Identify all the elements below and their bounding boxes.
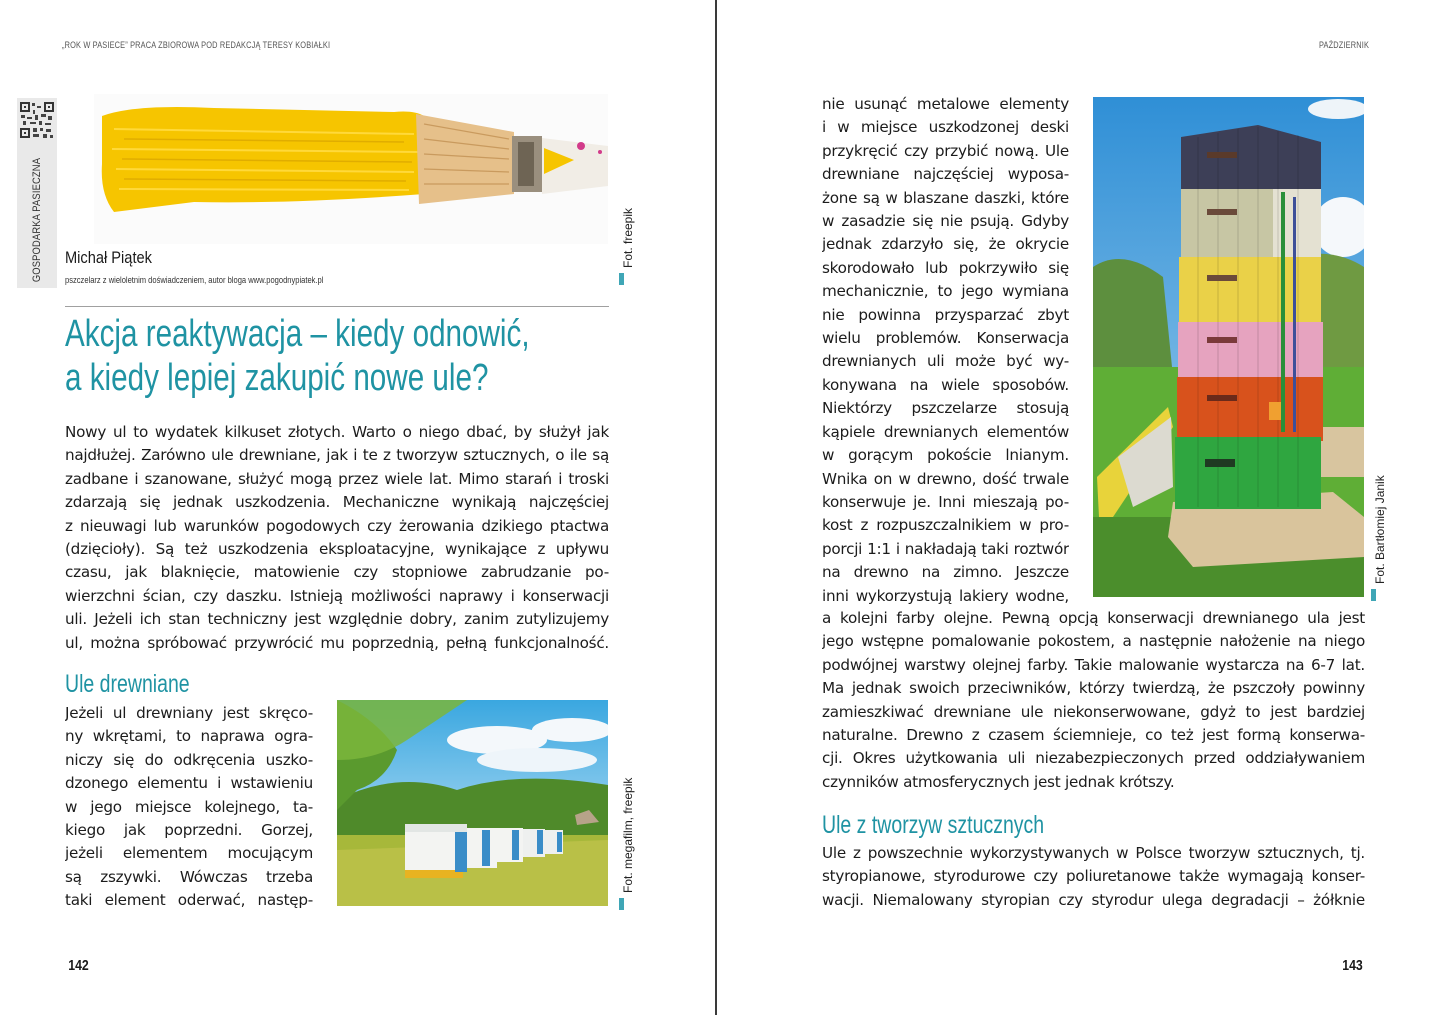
text-line: zadbane i szanowane, służyć mogą przez wiele lat. Mimo starań i troski: [65, 469, 609, 488]
text-line: jego wstępne pomalowanie pokostem, a następnie nałożenie na niego: [822, 632, 1365, 651]
author-bio: pszczelarz z wieloletnim doświadczeniem, autor bloga www.pogodnypiatek.pl: [65, 275, 324, 285]
text-line: nie usunąć metalowe elementy: [822, 95, 1069, 113]
running-head-left: „ROK W PASIECE” PRACA ZBIOROWA POD REDAKCJĄ TERESY KOBIAŁKI: [62, 40, 331, 50]
credit-marker: [1371, 589, 1376, 601]
text-line: jeżeli elementem mocującym: [65, 844, 313, 863]
text-line: podwójnej warstwy olejnej farby. Takie malowanie wystarcza na 6-7 lat.: [822, 655, 1365, 674]
text-line: w zasadzie się nie psują. Gdyby: [822, 212, 1069, 231]
text-line: jednak zdarzyło się, że okrycie: [822, 235, 1069, 254]
title-divider: [65, 306, 609, 307]
text-line: kąpiele drewnianych elementów: [822, 422, 1069, 441]
text-line: Niektórzy pszczelarze stosują: [822, 399, 1069, 418]
text-line: Nowy ul to wydatek kilkuset złotych. Warto o niego dbać, by służył jak: [65, 423, 609, 441]
wrap-column-paragraph: [822, 93, 1069, 608]
text-line: Ma jednak swoich przeciwników, którzy twierdzą, że pszczoły powinny: [822, 679, 1365, 698]
credit-marker: [619, 273, 624, 285]
text-line: przykręcić czy przybić nową. Ule: [822, 141, 1069, 160]
hero-photo-credit: Fot. freepik: [621, 207, 635, 268]
section-tab-label: GOSPODARKA PASIECZNA: [31, 157, 43, 283]
page-number-right: 143: [1342, 957, 1363, 974]
text-line: wacji. Niemalowany styropian czy styrodur ulega degradacji – żółknie: [822, 890, 1365, 909]
text-line: drewniane najczęściej wyposa-: [822, 165, 1069, 184]
subheading-plastic-hives: Ule z tworzyw sztucznych: [822, 811, 1045, 839]
full-width-paragraph: [822, 607, 1365, 794]
text-line: i w miejsce uszkodzonej deski: [822, 118, 1069, 137]
text-line: mechanicznie, to jego wymiana: [822, 282, 1069, 301]
text-line: niczy się do odkręcenia uszko-: [65, 750, 313, 769]
text-line: Wnika on w drewno, dość trwale: [822, 469, 1069, 488]
text-line: cji. Okres użytkowania uli niezabezpieczonych przed oddziaływaniem: [822, 749, 1365, 768]
text-line: zamieszkiwać drewniane ule niekonserwowane, gdyż to jest bardziej: [822, 702, 1365, 721]
text-line: dzonego elementu i wstawieniu: [65, 774, 313, 793]
text-line: zdarzają się jednak uszkodzenia. Mechaniczne wynikają najczęściej: [65, 493, 609, 512]
author-name: Michał Piątek: [65, 248, 152, 267]
text-line: w jego miejsce kolejnego, ta-: [65, 797, 313, 816]
right-page: [717, 0, 1431, 1015]
text-line: (dzięcioły). Są też uszkodzenia eksploatacyjne, wynikające z upływu: [65, 540, 609, 559]
text-line: naturalne. Drewno z czasem ściemnieje, co też jest formą konserwa-: [822, 726, 1365, 745]
wooden-hives-paragraph: [65, 702, 313, 913]
text-line: kost z rozpuszczalnikiem w pro-: [822, 516, 1069, 535]
page-number-left: 142: [68, 957, 89, 974]
subheading-wooden-hives: Ule drewniane: [65, 670, 190, 698]
text-line: na drewno na zimno. Jeszcze: [822, 563, 1069, 582]
text-line: czynników atmosferycznych jest jednak krótszy.: [822, 772, 1175, 791]
text-line: styropianowe, styrodurowe czy poliuretanowe także wymagają konser-: [822, 867, 1365, 886]
text-line: najdłużej. Zarówno ule drewniane, jak i te z tworzyw sztucznych, o ile są: [65, 446, 609, 465]
text-line: wierzchni ścian, czy daszku. Istnieją możliwości naprawy i konserwacji: [65, 586, 609, 605]
text-line: Ule z powszechnie wykorzystywanych w Polsce tworzyw sztucznych, tj.: [822, 844, 1365, 862]
plastic-hives-paragraph: [822, 842, 1365, 912]
text-line: ul, można spróbować przywrócić mu poprzednią, pełną funkcjonalność.: [65, 633, 609, 652]
running-head-right: PAŹDZIERNIK: [1318, 40, 1369, 50]
paint-stroke-hero-image: [94, 94, 608, 244]
text-line: drewnianych uli może być wy-: [822, 352, 1069, 371]
text-line: kiego jak poprzedni. Gorzej,: [65, 821, 313, 840]
colorful-hive-photo: [1093, 97, 1364, 597]
text-line: konywana na wiele sposobów.: [822, 375, 1069, 394]
text-line: w gorącym pokoście lnianym.: [822, 446, 1069, 465]
text-line: są zszywki. Wówczas trzeba: [65, 867, 313, 886]
text-line: inni wykorzystują lakiery wodne,: [822, 586, 1069, 605]
text-line: ny wkrętami, to naprawa ogra-: [65, 727, 313, 746]
credit-marker: [619, 898, 624, 910]
text-line: czasu, jak blaknięcie, matowienie czy stopniowe zabrudzanie po-: [65, 563, 609, 582]
intro-paragraph: [65, 421, 609, 655]
text-line: nie powinna przysparzać zbyt: [822, 305, 1069, 324]
text-line: wielu problemów. Konserwacja: [822, 329, 1069, 348]
apiary-photo: [337, 700, 608, 906]
apiary-photo-credit: Fot. megafilm, freepik: [621, 777, 635, 893]
article-title: [65, 312, 530, 400]
text-line: skorodowało lub pokrzywiło się: [822, 258, 1069, 277]
text-line: konserwuje je. Inni mieszają po-: [822, 492, 1069, 511]
article-title-line: Akcja reaktywacja – kiedy odnowić,: [65, 313, 530, 355]
qr-code-icon: [19, 100, 55, 140]
text-line: taki element oderwać, następ-: [65, 891, 313, 910]
text-line: żone są w blaszane daszki, które: [822, 188, 1069, 207]
text-line: a kolejni farby olejne. Pewną opcją konserwacji drewnianego ula jest: [822, 609, 1365, 627]
article-title-line: a kiedy lepiej zakupić nowe ule?: [65, 357, 489, 399]
hive-photo-credit: Fot. Bartłomiej Janik: [1373, 475, 1387, 584]
text-line: z nieuwagi lub warunków pogodowych czy żerowania dzikiego ptactwa: [65, 516, 609, 535]
text-line: uli. Jeżeli ich stan techniczny jest względnie dobry, zanim zutylizujemy: [65, 610, 609, 629]
text-line: porcji 1:1 i nakładają taki roztwór: [822, 539, 1069, 558]
text-line: Jeżeli ul drewniany jest skręco-: [65, 704, 313, 722]
